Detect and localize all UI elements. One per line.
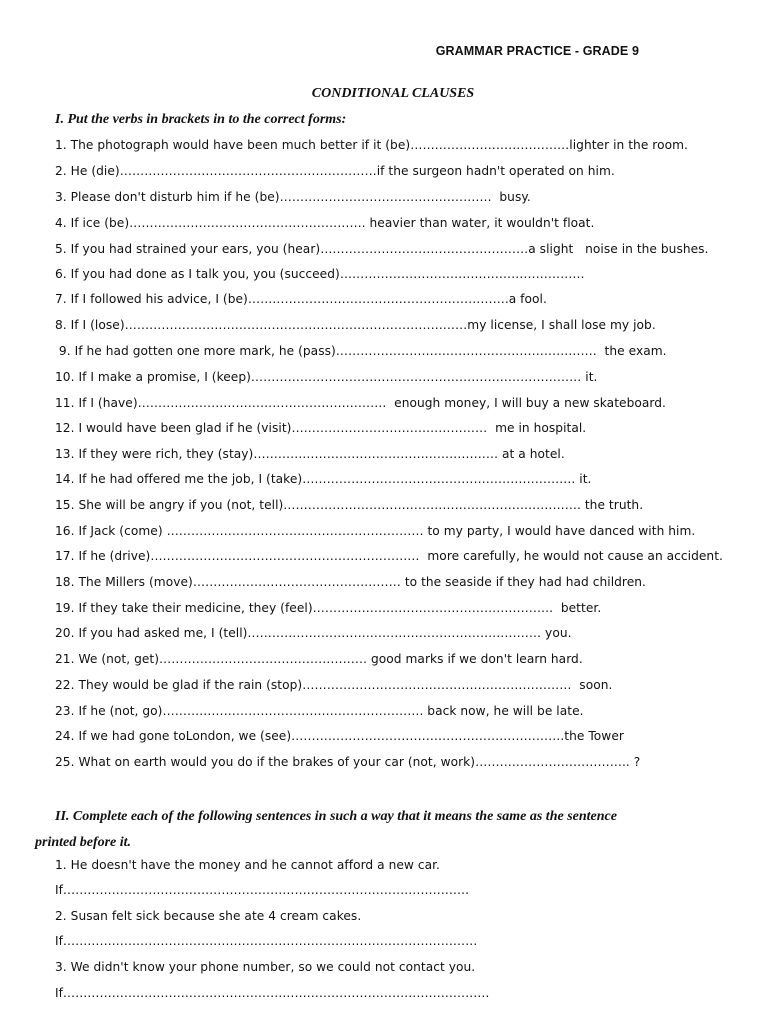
section-2-heading: [35, 804, 745, 856]
answer-line: If…………………………………………………………………………………………: [55, 934, 478, 948]
exercise-item: 3. Please don't disturb him if he (be)……………………………………………. busy.: [55, 190, 531, 204]
rewrite-sentence: 2. Susan felt sick because she ate 4 cream cakes.: [55, 909, 362, 923]
worksheet-title: CONDITIONAL CLAUSES: [311, 86, 475, 101]
exercise-item: 14. If he had offered me the job, I (take)…………………………………………………………. it.: [55, 472, 592, 486]
exercise-item: 2. He (die)………………………………………………………if the surgeon hadn't operated on him.: [55, 164, 615, 178]
exercise-item: 12. I would have been glad if he (visit)………………………………………… me in hospital.: [55, 421, 587, 435]
exercise-item: 4. If ice (be)…………………………………………………. heavier than water, it wouldn't float.: [55, 216, 595, 230]
exercise-item: 21. We (not, get)…………………………………………… good marks if we don't learn hard.: [55, 652, 583, 666]
page-header: GRAMMAR PRACTICE - GRADE 9: [435, 44, 639, 58]
rewrite-sentence: 1. He doesn't have the money and he cannot afford a new car.: [55, 858, 440, 872]
exercise-item: 20. If you had asked me, I (tell)……………………………………………………………… you.: [55, 626, 572, 640]
rewrite-sentence: 3. We didn't know your phone number, so we could not contact you.: [55, 960, 476, 974]
exercise-item: 15. She will be angry if you (not, tell)………………………………………………………………. the truth.: [55, 498, 644, 512]
section-2-heading-line1: II. Complete each of the following sentences in such a way that it means the same as the sentence: [55, 809, 617, 824]
exercise-item: 17. If he (drive)………………………………………………………… more carefully, he would not cause an accident.: [55, 549, 723, 563]
exercise-item: 10. If I make a promise, I (keep)……………………………………………………………………… it.: [55, 370, 598, 384]
exercise-item: 18. The Millers (move)…………………………………………… to the seaside if they had had children.: [55, 575, 646, 589]
section-2-heading-line2: printed before it.: [35, 835, 132, 850]
section-1-heading: I. Put the verbs in brackets in to the correct forms:: [55, 112, 347, 127]
exercise-item: 6. If you had done as I talk you, you (succeed)……………………………………………………: [55, 267, 585, 281]
answer-line: If……………………………………………………………………………………………: [55, 986, 490, 1000]
exercise-item: 7. If I followed his advice, I (be)……………………………………………………….a fool.: [55, 292, 547, 306]
exercise-item: 11. If I (have)……………………………………………………. enough money, I will buy a new skateboard.: [55, 396, 666, 410]
exercise-item: 24. If we had gone toLondon, we (see)………………………………………………………….the Tower: [55, 729, 624, 743]
answer-line: If……………………………………………………………………………………….: [55, 883, 469, 897]
exercise-item: 22. They would be glad if the rain (stop)………………………………………………………… soon.: [55, 678, 613, 692]
exercise-item: 5. If you had strained your ears, you (hear)……………………………………………a slight noise in the bushes.: [55, 242, 709, 256]
exercise-item: 16. If Jack (come) ……………………………………………………… to my party, I would have danced with him.: [55, 524, 696, 538]
exercise-item: 23. If he (not, go)………………………………………………………. back now, he will be late.: [55, 704, 584, 718]
exercise-item: 9. If he had gotten one more mark, he (pass)………………………………………………………. the exam.: [55, 344, 667, 358]
exercise-item: 1. The photograph would have been much better if it (be)…………………………………lighter in the room.: [55, 138, 688, 152]
exercise-item: 19. If they take their medicine, they (feel)………………………………………………….. better.: [55, 601, 602, 615]
exercise-item: 25. What on earth would you do if the brakes of your car (not, work)……………………………….. ?: [55, 755, 641, 769]
exercise-item: 13. If they were rich, they (stay)…………………………………………………… at a hotel.: [55, 447, 565, 461]
exercise-item: 8. If I (lose)…………………………………………………………………………my license, I shall lose my job.: [55, 318, 656, 332]
